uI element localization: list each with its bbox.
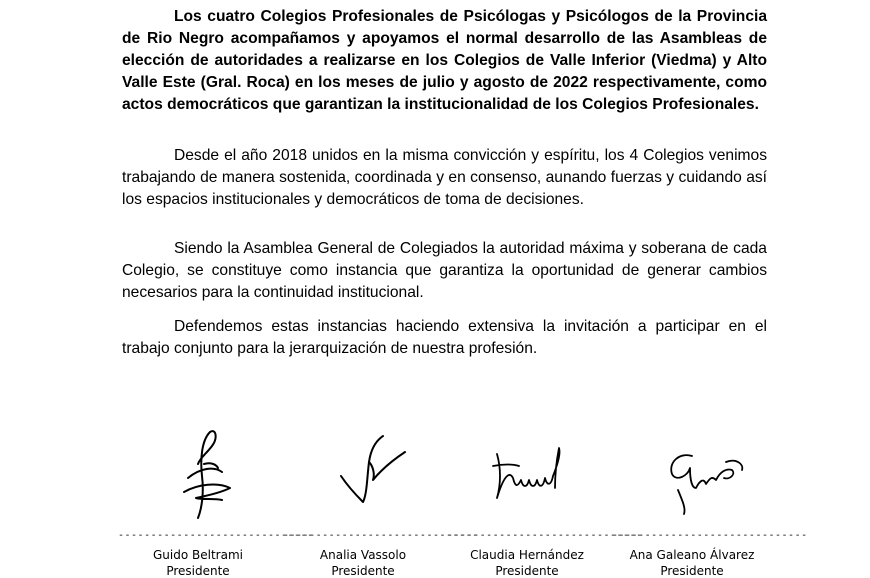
paragraph-history: Desde el año 2018 unidos en la misma convicción y espíritu, los 4 Colegios venimos trabajando de manera sostenida, coordinada y en consenso, aunando fuerzas y cuidando así los espacios institucionales y democráticos de toma de decisiones. [122, 147, 767, 208]
signature-block-3 [447, 418, 643, 578]
signature-block-1 [118, 418, 314, 578]
paragraph-assembly: Siendo la Asamblea General de Colegiados la autoridad máxima y soberana de cada Colegio, se constituye como instancia que garantiza la oportunidad de generar cambios necesarios para la continuidad institucional. [122, 240, 767, 301]
signature-line: ------------------------------ [118, 530, 314, 541]
handwritten-signature-4 [612, 418, 772, 530]
signatory-role: Presidente [166, 564, 230, 578]
signatory-role: Presidente [495, 564, 559, 578]
signature-block-2 [283, 418, 479, 578]
paragraph-intro: Los cuatro Colegios Profesionales de Psicólogas y Psicólogos de la Provincia de Rio Negro acompañamos y apoyamos el normal desarrollo de las Asambleas de elección de autoridades a realizarse en los Colegios de Valle Inferior (Viedma) y Alto Valle Este (Gral. Roca) en los meses de julio y agosto de 2022 respectivamente, como actos democráticos que garantizan la institucionalidad de los Colegios Profesionales. [122, 8, 767, 113]
handwritten-signature-1 [118, 418, 278, 530]
signatory-role: Presidente [331, 564, 395, 578]
handwritten-signature-3 [447, 418, 607, 530]
signatory-name: Analia Vassolo [319, 548, 407, 562]
signatory-name: Guido Beltrami [153, 548, 243, 562]
signature-line: ------------------------------ [447, 530, 643, 541]
signatory-role: Presidente [660, 564, 724, 578]
signature-line: ------------------------------ [283, 530, 479, 541]
signatory-name: Claudia Hernández [470, 548, 584, 562]
handwritten-signature-2 [283, 418, 443, 530]
signatory-name: Ana Galeano Álvarez [629, 548, 755, 562]
signature-block-4 [612, 418, 808, 578]
signature-line: ------------------------------ [612, 530, 808, 541]
paragraph-invitation: Defendemos estas instancias haciendo extensiva la invitación a participar en el trabajo conjunto para la jerarquización de nuestra profesión. [122, 318, 767, 357]
